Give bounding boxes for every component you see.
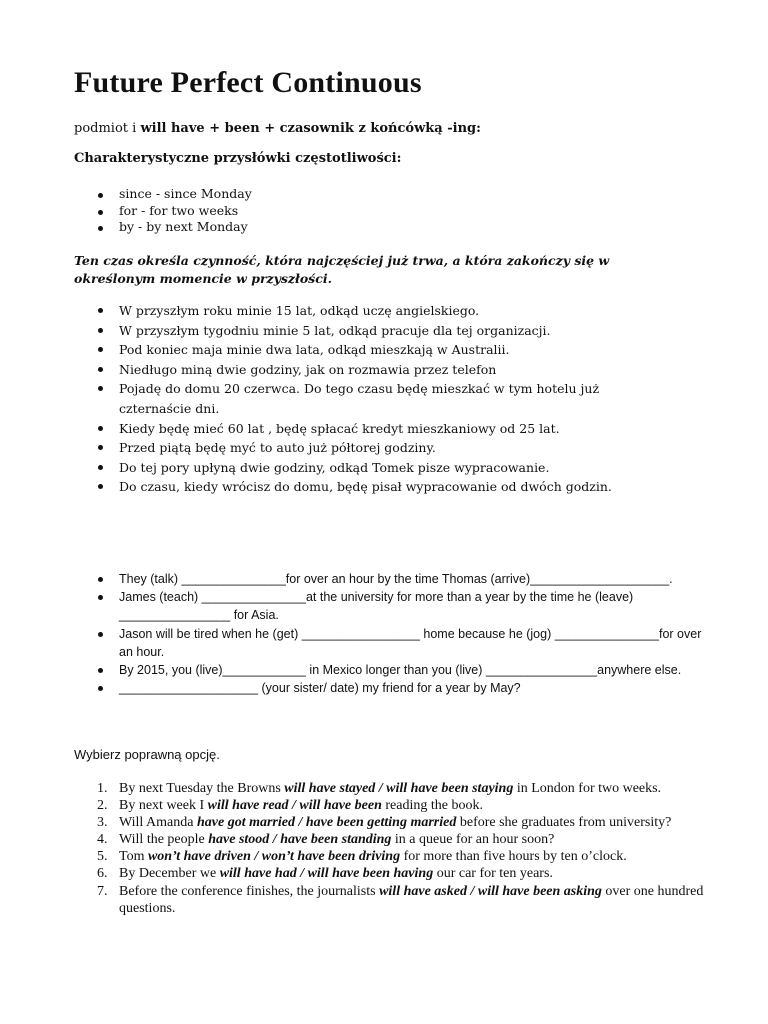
item-text: Tom	[119, 849, 148, 865]
item-text: By next week I	[119, 798, 208, 814]
list-item: W przyszłym roku minie 15 lat, odkąd uczę angielskiego.	[74, 301, 674, 321]
exercise-item: Jason will be tired when he (get) _________________ home because he (jog) _______________for over an hour.	[74, 625, 704, 661]
list-item: since - since Monday	[74, 186, 694, 203]
item-text: By December we	[119, 866, 220, 882]
list-item: Do tej pory upłyną dwie godziny, odkąd Tomek pisze wypracowanie.	[74, 458, 674, 478]
item-text: our car for ten years.	[433, 866, 553, 882]
item-options: will have stayed / will have been staying	[284, 781, 514, 796]
item-text: over one hundred questions.	[119, 883, 704, 916]
page-title: Future Perfect Continuous	[74, 66, 422, 99]
list-item: Przed piątą będę myć to auto już półtorej godziny.	[74, 438, 674, 458]
item-text: Before the conference finishes, the journalists	[119, 883, 380, 899]
item-text: for more than five hours by ten o’clock.	[400, 849, 627, 865]
item-number: 2.	[97, 798, 108, 814]
exercise-item: By 2015, you (live)____________ in Mexico longer than you (live) ________________anywhere else.	[74, 661, 704, 679]
item-number: 1.	[97, 781, 108, 796]
item-number: 6.	[97, 866, 108, 882]
list-item: W przyszłym tygodniu minie 5 lat, odkąd pracuje dla tej organizacji.	[74, 321, 674, 341]
formula-line	[74, 121, 481, 136]
item-text: in London for two weeks.	[513, 781, 662, 796]
exercise-item: James (teach) _______________at the university for more than a year by the time he (leave) ________________ for Asia.	[74, 588, 704, 624]
item-options: won’t have driven / won’t have been driving	[147, 849, 401, 865]
item-text: before she graduates from university?	[456, 815, 672, 831]
exercise-item	[74, 848, 704, 865]
exercise-choose-list	[74, 780, 704, 917]
list-item: for - for two weeks	[74, 203, 694, 220]
list-item: by - by next Monday	[74, 219, 694, 236]
item-text: Will the people	[119, 832, 209, 848]
exercise-choose-title: Wybierz poprawną opcję.	[74, 747, 220, 762]
exercise-fill-in	[74, 570, 704, 697]
adverbs-heading: Charakterystyczne przysłówki częstotliwości:	[74, 151, 402, 166]
item-options: will have had / will have been having	[219, 866, 434, 882]
exercise-item	[74, 883, 704, 917]
exercise-item	[74, 865, 704, 882]
item-options: will have read / will have been	[207, 798, 382, 814]
exercise-item	[74, 797, 704, 814]
adverbs-list	[74, 186, 694, 236]
exercise-item: They (talk) _______________for over an hour by the time Thomas (arrive)____________________.	[74, 570, 704, 588]
list-item: Pojadę do domu 20 czerwca. Do tego czasu będę mieszkać w tym hotelu już czternaście dni.	[74, 379, 674, 418]
item-number: 7.	[97, 883, 108, 899]
exercise-item	[74, 814, 704, 831]
list-item: Niedługo miną dwie godziny, jak on rozmawia przez telefon	[74, 360, 674, 380]
item-number: 3.	[97, 815, 108, 831]
list-item: Do czasu, kiedy wrócisz do domu, będę pisał wypracowanie od dwóch godzin.	[74, 477, 674, 497]
item-number: 4.	[97, 832, 108, 848]
formula-prefix: podmiot i	[74, 121, 141, 136]
exercise-item: ____________________ (your sister/ date) my friend for a year by May?	[74, 679, 704, 697]
item-text: Will Amanda	[119, 815, 197, 831]
exercise-item	[74, 831, 704, 848]
formula-rule: will have + been + czasownik z końcówką -ing:	[140, 121, 481, 136]
item-text: reading the book.	[381, 798, 483, 814]
item-options: have got married / have been getting married	[196, 815, 457, 831]
definition-text: Ten czas określa czynność, która najczęściej już trwa, a która zakończy się w określonym momencie w przyszłości.	[74, 253, 610, 286]
item-options: will have asked / will have been asking	[379, 883, 602, 899]
list-item: Pod koniec maja minie dwa lata, odkąd mieszkają w Australii.	[74, 340, 674, 360]
examples-list	[74, 301, 674, 497]
list-item: Kiedy będę mieć 60 lat , będę spłacać kredyt mieszkaniowy od 25 lat.	[74, 419, 674, 439]
item-text: By next Tuesday the Browns	[119, 781, 285, 796]
item-number: 5.	[97, 849, 108, 865]
exercise-item	[74, 780, 704, 797]
item-text: in a queue for an hour soon?	[391, 832, 555, 848]
item-options: have stood / have been standing	[208, 832, 392, 848]
